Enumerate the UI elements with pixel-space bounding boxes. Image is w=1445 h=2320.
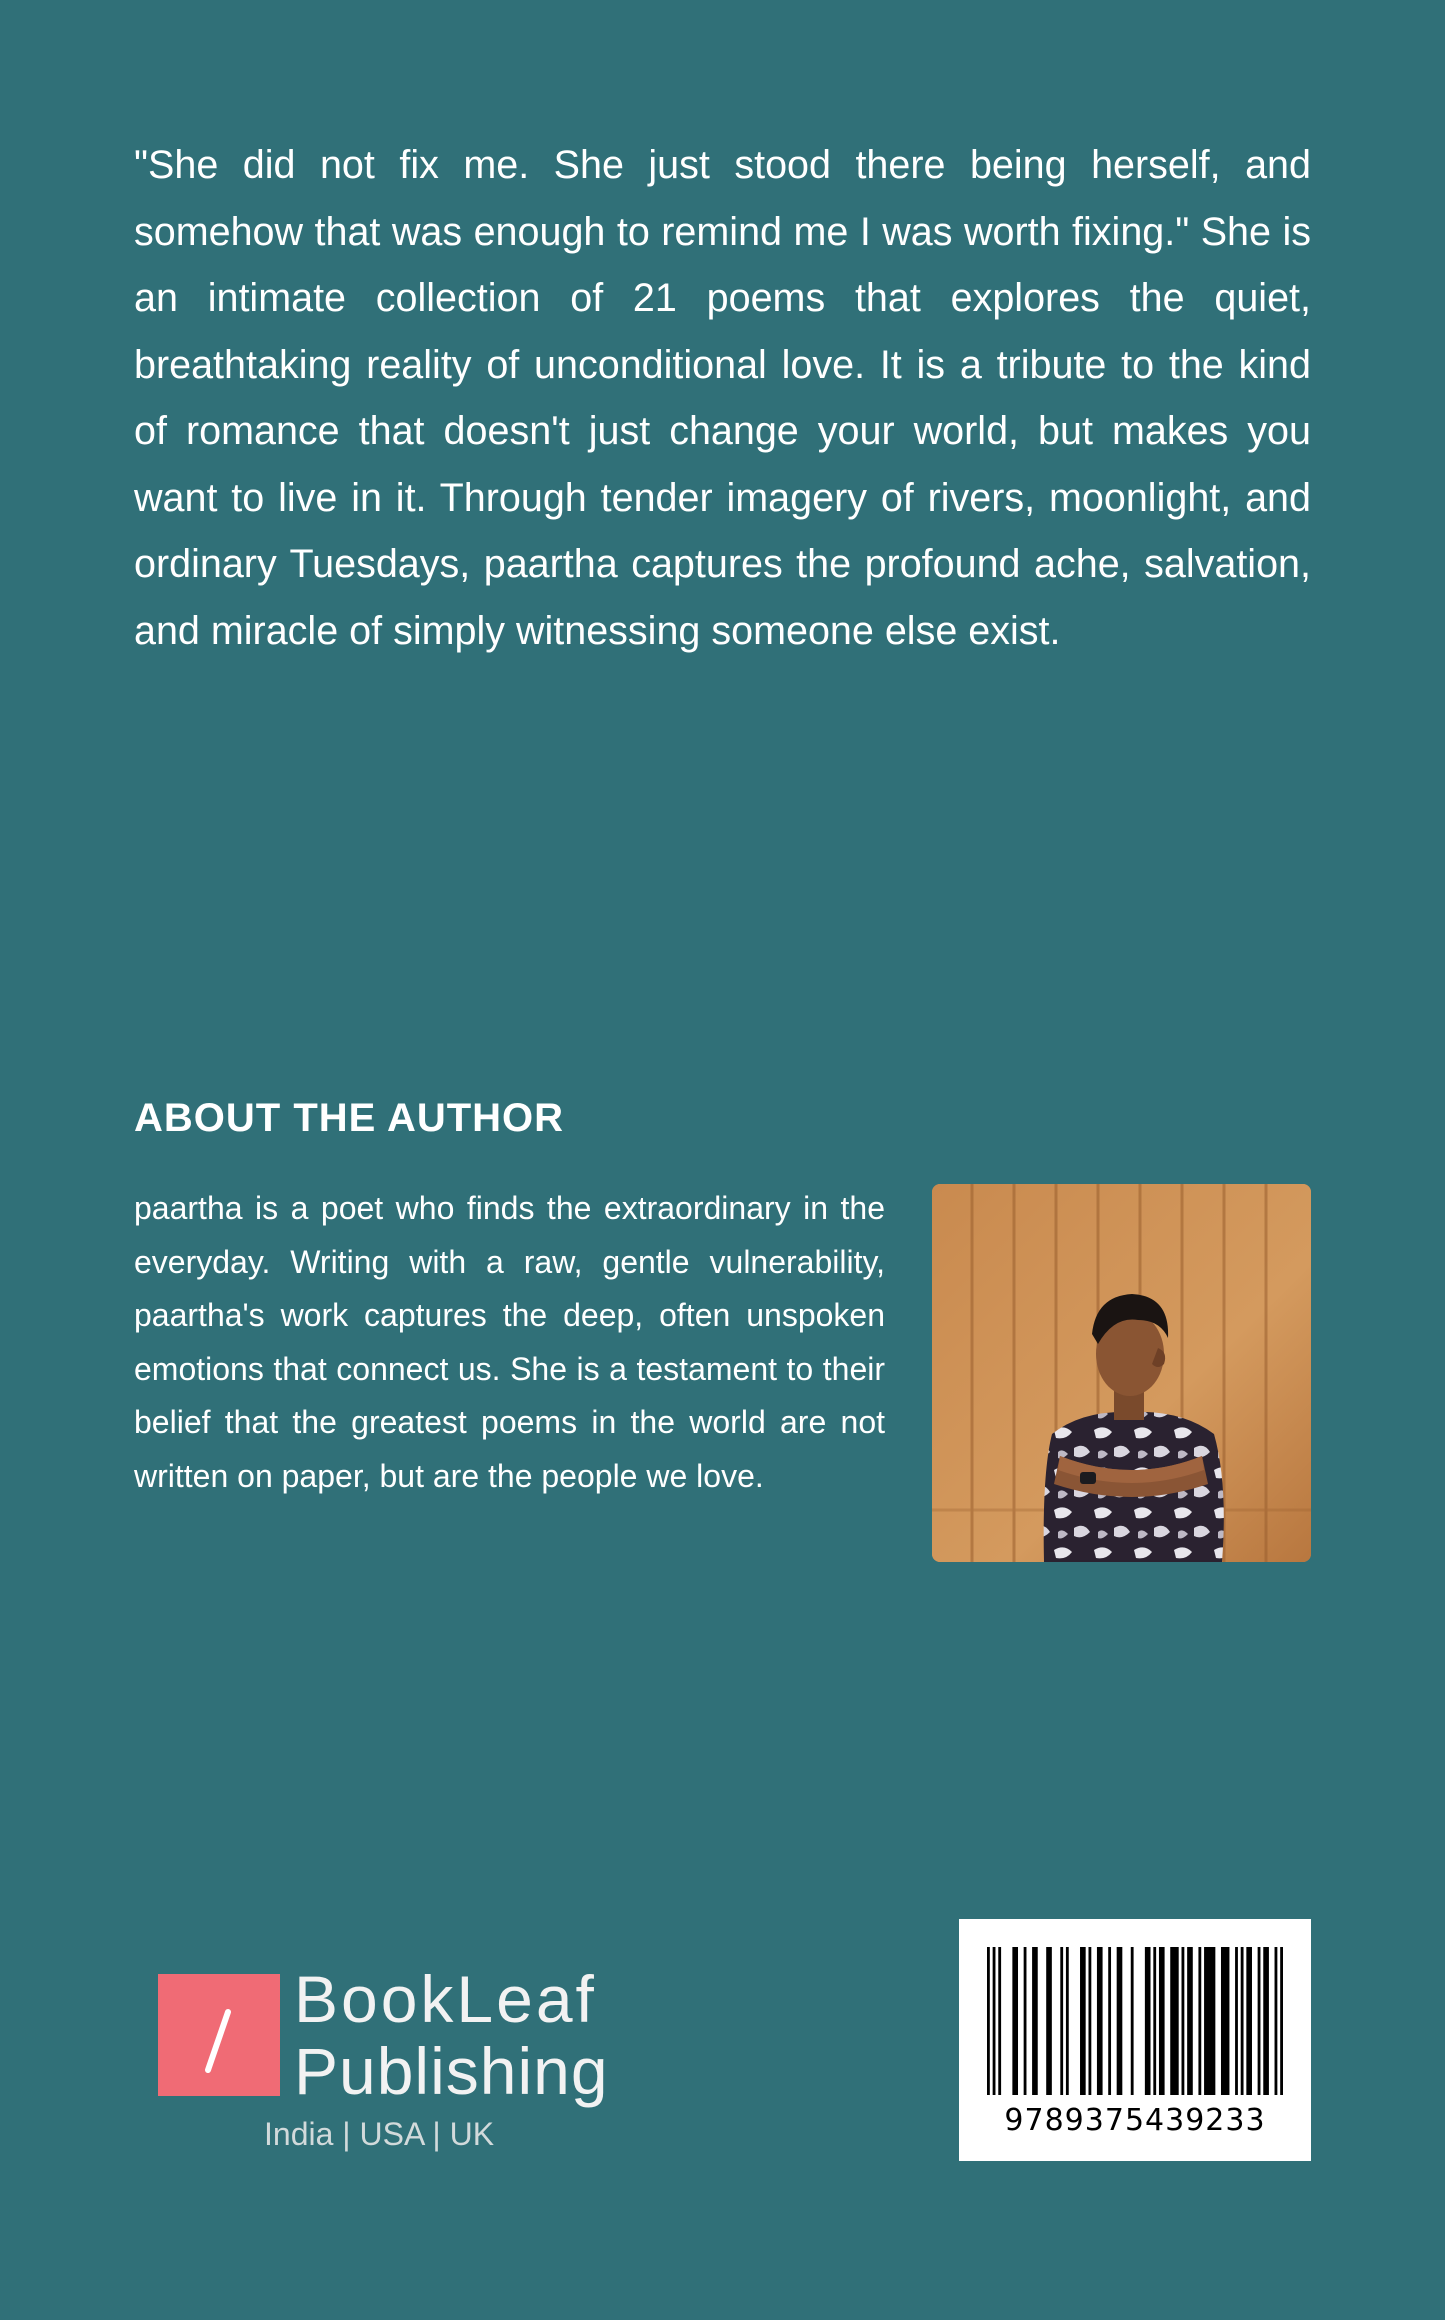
publisher-logo-mark bbox=[158, 1974, 280, 2096]
barcode-bar bbox=[1117, 1947, 1123, 2095]
barcode-bar bbox=[987, 1947, 990, 2095]
barcode-bar bbox=[1153, 1947, 1156, 2095]
barcode-bar bbox=[1131, 1947, 1134, 2095]
publisher-name-line2: Publishing bbox=[294, 2034, 609, 2108]
barcode-bar bbox=[1012, 1947, 1018, 2095]
barcode-bar bbox=[1235, 1947, 1238, 2095]
about-author-heading: ABOUT THE AUTHOR bbox=[134, 1096, 565, 1140]
barcode-bar bbox=[1032, 1947, 1038, 2095]
barcode-bar bbox=[1182, 1947, 1185, 2095]
barcode-bar bbox=[1221, 1947, 1229, 2095]
barcode-bar bbox=[1097, 1947, 1103, 2095]
barcode-bar bbox=[1258, 1947, 1261, 2095]
barcode-bar bbox=[1241, 1947, 1244, 2095]
barcode-bar bbox=[1024, 1947, 1027, 2095]
barcode-bar bbox=[1046, 1947, 1052, 2095]
about-author-text: paartha is a poet who finds the extraordinary in the everyday. Writing with a raw, gentle vulnerability, paartha's work captures the deep, often unspoken emotions that connect us. She is a testament to their belief that the greatest poems in the world are not written on paper, but are the people we love. bbox=[134, 1190, 885, 1494]
barcode-bar bbox=[1145, 1947, 1151, 2095]
publisher-regions: India | USA | UK bbox=[264, 2116, 495, 2152]
isbn-barcode bbox=[959, 1919, 1311, 2161]
barcode-bar bbox=[1080, 1947, 1086, 2095]
barcode-bar bbox=[1108, 1947, 1111, 2095]
back-cover-blurb: "She did not fix me. She just stood there being herself, and somehow that was enough to remind me I was worth fixing." She is an intimate collection of 21 poems that explores the quiet, breathtaking reality of unconditional love. It is a tribute to the kind of romance that doesn't just change your world, but makes you want to live in it. Through tender imagery of rivers, moonlight, and ordinary Tuesdays, paartha captures the profound ache, salvation, and miracle of simply witnessing someone else exist. bbox=[134, 143, 1311, 653]
barcode-bar bbox=[1088, 1947, 1091, 2095]
barcode-bar bbox=[1066, 1947, 1069, 2095]
barcode-bar bbox=[1170, 1947, 1178, 2095]
author-photo bbox=[932, 1184, 1311, 1562]
isbn-number: 9789375439233 bbox=[1004, 2103, 1266, 2138]
barcode-bar bbox=[1263, 1947, 1269, 2095]
barcode-bars bbox=[987, 1947, 1283, 2099]
barcode-bar bbox=[1159, 1947, 1165, 2095]
barcode-bar bbox=[993, 1947, 996, 2095]
barcode-bar bbox=[1060, 1947, 1063, 2095]
barcode-bar bbox=[1187, 1947, 1193, 2095]
barcode-bar bbox=[1204, 1947, 1215, 2095]
barcode-bar bbox=[1198, 1947, 1201, 2095]
barcode-bar bbox=[1246, 1947, 1252, 2095]
publisher-name-line1: BookLeaf bbox=[294, 1962, 597, 2036]
slash-icon bbox=[158, 1974, 280, 2096]
barcode-bar bbox=[1280, 1947, 1283, 2095]
barcode-bar bbox=[998, 1947, 1001, 2095]
publisher-logo bbox=[158, 1962, 618, 2152]
barcode-bar bbox=[1275, 1947, 1278, 2095]
